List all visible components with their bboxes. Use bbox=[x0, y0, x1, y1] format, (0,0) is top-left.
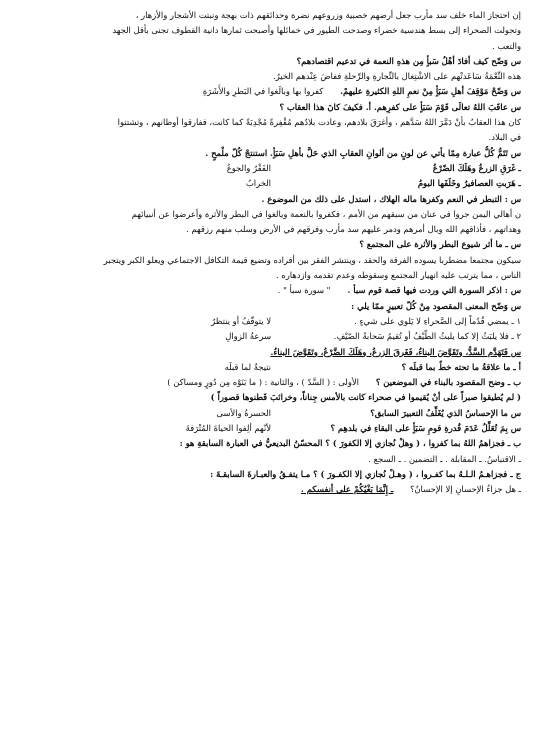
line-answer: الحسرةُ والأسى bbox=[216, 407, 271, 418]
line-text: ب ـ وضح المقصود بالبناء في الموضعين ؟ bbox=[375, 377, 521, 388]
text-line-l5 bbox=[12, 69, 521, 84]
line-text: س ـ ما أثر شيوع البطر والأثرة على المجتمع ؟ bbox=[359, 239, 521, 250]
line-text: إن احتجاز الماء خلف سد مأرب جعل أرضهم خصبية وزروعهم نضرة وحدائقهم ذات بهجة ونبتت الأشجار والأزهار ، bbox=[135, 10, 521, 20]
text-line-l19 bbox=[12, 283, 521, 298]
line-prompt: س بِمَ تُعَلِّلُ عَدَمَ قُدرةِ قومِ سَبَأٍ على البقاءِ في بلدهِم ؟ bbox=[330, 423, 521, 434]
line-text: س وَضّح كيف أفادَ أهْلُ سَبأٍ مِن هذهِ النعمة في تدعيم اقتصادهم؟ bbox=[296, 55, 521, 66]
line-text: س عاقَبَ اللهُ تعالَى قَوْمَ سَبَأٍ على كفرِهم. أ. فكيفَ كانَ هذا العقاب ؟ bbox=[279, 101, 521, 112]
text-line-l25 bbox=[12, 375, 521, 390]
line-text: ب ـ فجزاهمُ اللهُ بما كفروا ، ( وهلْ نُجازي إلا الكفورَ ) ؟ المحسّنُ البديعيُّ في العبارة السابقةِ هو : bbox=[179, 438, 521, 449]
text-line-l17 bbox=[12, 253, 521, 268]
text-line-l9 bbox=[12, 130, 521, 145]
text-line-l15 bbox=[12, 222, 521, 237]
line-answer: الخرابُ bbox=[245, 178, 271, 189]
line-text: س وَضّح المعنى المقصود مِنْ كُلّ تعبيرٍ ممّا يلي : bbox=[351, 300, 521, 311]
line-text: س وَضّحْ مَوْقِفَ أهلِ سَبَأٍ مِنْ نعمِ اللهِ الكثيرةِ عليهمْ. bbox=[340, 86, 521, 97]
text-line-l18 bbox=[12, 268, 521, 283]
line-text: وهداتهم ، فأذاقهم الله وبال أمرهم ودمر عليهم سد مأرب وفرقهم في الأرض وسلب منهم رزقهم . bbox=[186, 224, 521, 235]
line-text: الناس ، مما يترتب عليه انهيار المجتمع وسقوطه وعدم تقدمه وازدهاره . bbox=[275, 270, 521, 281]
text-line-l21 bbox=[12, 314, 521, 329]
line-text: س فَتَهَدَّم السَّدُّ، وتَقَوَّضَ البناءُ، فَغَرقَ الزرعُ، وهَلَكَ الضَّرْعُ، وتَقَوَّضَ البناءُ. bbox=[270, 346, 521, 357]
line-prompt: ٢ ـ فلا يلبَثُ إلا كما يلبثُ الطّيْفُ أو تُقيمُ سَحابةُ الصّيْفِ. bbox=[333, 331, 521, 342]
line-text: ن أهالي اليمن جروا في عنان من سبقهم من الأمم ، فكفروا بالنعمة وبالغوا في البطر والأثرة وأعرضوا عن أنبيائهم bbox=[131, 208, 521, 219]
line-prompt: س ما الإحساسُ الذي يُغَلِّفُ التعبيرَ السابق؟ bbox=[370, 407, 521, 418]
line-answer: " سورة سبأ " . bbox=[277, 285, 331, 296]
text-line-l30 bbox=[12, 452, 521, 467]
text-line-l3 bbox=[12, 39, 521, 54]
text-line-l7 bbox=[12, 100, 521, 115]
text-line-l14 bbox=[12, 207, 521, 222]
text-line-l1 bbox=[12, 8, 521, 23]
line-text: ـ هل جزاءُ الإحسانِ إلا الإحسانُ؟ bbox=[409, 484, 521, 495]
line-text: ـ الاقتباسُ. ـ المقابلة . ـ التضمين . ـ السجع . bbox=[368, 453, 521, 464]
text-line-l31 bbox=[12, 467, 521, 482]
line-text: ج ـ فجزاهـمُ الـلـهُ بما كفـروا ، ( وهـلْ نُجازي إلا الكفـورَ ) ؟ مـا يتفـقُ والعبـارةَ السابقـةَ : bbox=[210, 468, 521, 479]
text-line-l29 bbox=[12, 436, 521, 451]
line-text: س : التبطر في النعم وكفرها ماله الهلاك ، استدل على ذلك من الموضوع . bbox=[261, 193, 521, 204]
line-answer: الفَقْرُ والجوعُ bbox=[226, 162, 271, 173]
line-prompt: ١ ـ يمضي قُدُماً إلى الصَّحراءِ لا يَلوي على شيءٍ . bbox=[354, 315, 521, 326]
text-line-l27 bbox=[12, 406, 521, 421]
line-text: س : اذكر السورة التي وردت فيها قصة قوم سبأ . bbox=[347, 285, 521, 296]
line-text: ( لم يُطيقوا صبراً على أنْ يُقيموا في صحراء كانت بالأمس جِناناً، وخرائبَ قَطنوها قصوراً ) bbox=[210, 392, 521, 403]
text-line-l11 bbox=[12, 161, 521, 176]
line-prompt: ـ غَرَقِ الزرعُ وهَلَكَ الضّرْعُ bbox=[432, 162, 521, 173]
line-text: هذه النِّعْمَةُ سَاعَدتْهم على الاشْتِغال بالتِّجارةِ والرِّحلةِ ففاضَ عِنْدهم الخيرُ. bbox=[273, 71, 521, 82]
line-answer: لا يتوقّفُ أو ينتظرُ bbox=[211, 315, 271, 326]
text-line-l32 bbox=[12, 482, 521, 497]
line-answer: ـ إِنَّمَا بَغْيُكُمْ على أنفسكم . bbox=[300, 484, 394, 495]
text-line-l4 bbox=[12, 54, 521, 69]
line-text: وتحولت الصحراء إلى بسط هندسية خضراء وصدحت الطيور في خمائلها وأصبحت ثمارها دانية القطوف تجنى بأقل الجهد bbox=[112, 25, 521, 36]
line-text: والتعب . bbox=[491, 40, 521, 51]
line-text: س تَتَمُّ كُلُّ عبارة مِمّا يأتي عن لونٍ من ألوانِ العقابِ الذي حَلَّ بأهلِ سَبَأٍ. استنتجْ كُلّ ملْمحٍ . bbox=[205, 147, 521, 158]
text-line-l26 bbox=[12, 390, 521, 405]
line-answer: نتيجةٌ لما قبلَه bbox=[224, 361, 271, 372]
line-answer: الأولى : ( السَّدّ ) ، والثانية : ( ما بَنَوْه مِن دُورٍ ومساكن ) bbox=[167, 377, 359, 388]
text-line-l10 bbox=[12, 146, 521, 161]
text-line-l13 bbox=[12, 192, 521, 207]
line-text: سيكون مجتمعا مضطربا يسوده الفرقة والحقد ، وينتشر الفقر بين أفراده وتضيع قيمة التكافل الاجتماعي ويعلو الكبر ويتجبر bbox=[103, 254, 521, 265]
text-line-l20 bbox=[12, 299, 521, 314]
text-line-l23 bbox=[12, 345, 521, 360]
text-line-l22 bbox=[12, 329, 521, 344]
text-line-l28 bbox=[12, 421, 521, 436]
line-answer: لأنّهم ألِفوا الحياةَ المُتْرَفةَ bbox=[185, 423, 271, 434]
text-line-l12 bbox=[12, 176, 521, 191]
line-text: كان هذا العقابُ بأنْ دَمَّرَ اللهُ سَدَّهم ، وأغرَقَ بلادهم، وعادت بلادُهم مُقْفِرةً مُجْدِبَةً كما كانت، ففارقوا أوطانهم ، وتشتتوا bbox=[117, 117, 521, 128]
line-prompt: أ ـ ما علاقةُ ما تحته خطٌ بما قبلَه ؟ bbox=[401, 361, 521, 372]
text-line-l8 bbox=[12, 115, 521, 130]
text-line-l16 bbox=[12, 237, 521, 252]
text-line-l6 bbox=[12, 84, 521, 99]
text-line-l24 bbox=[12, 360, 521, 375]
line-answer: كفروا بها وبالَغوا في البَطرِ والأَشَرَةِ bbox=[202, 86, 324, 97]
line-prompt: ـ هَرَبتِ العصافيرُ وخَلَفَها البومُ bbox=[417, 178, 521, 189]
line-text: في البلاد. bbox=[488, 132, 521, 143]
text-line-l2 bbox=[12, 23, 521, 38]
line-answer: سرعةُ الزوالِ bbox=[225, 331, 271, 342]
